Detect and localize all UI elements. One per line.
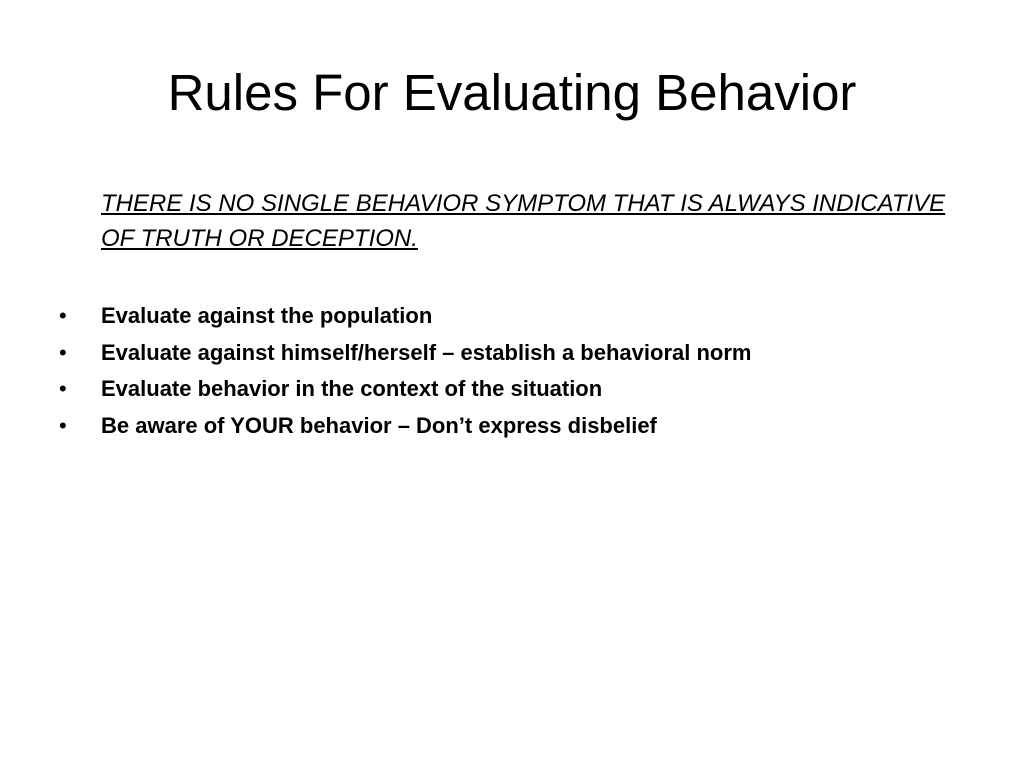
bullet-text: Evaluate behavior in the context of the situation (101, 376, 603, 401)
bullet-icon: • (59, 339, 67, 365)
bullet-item (0, 408, 1024, 445)
bullet-list (0, 298, 1024, 444)
bullet-text: Evaluate against the population (101, 303, 433, 328)
bullet-item (0, 371, 1024, 408)
bullet-icon: • (59, 303, 67, 328)
bullet-text: Evaluate against himself/herself – establish a behavioral norm (101, 339, 752, 365)
bullet-icon: • (59, 376, 67, 401)
bullet-text: Be aware of YOUR behavior – Don’t express disbelief (101, 412, 657, 438)
bullet-item (0, 335, 1024, 372)
bullet-item (0, 298, 1024, 335)
intro-statement: THERE IS NO SINGLE BEHAVIOR SYMPTOM THAT IS ALWAYS INDICATIVE OF TRUTH OR DECEPTION. (101, 190, 946, 252)
slide-title: Rules For Evaluating Behavior (167, 64, 857, 121)
bullet-icon: • (59, 412, 67, 438)
